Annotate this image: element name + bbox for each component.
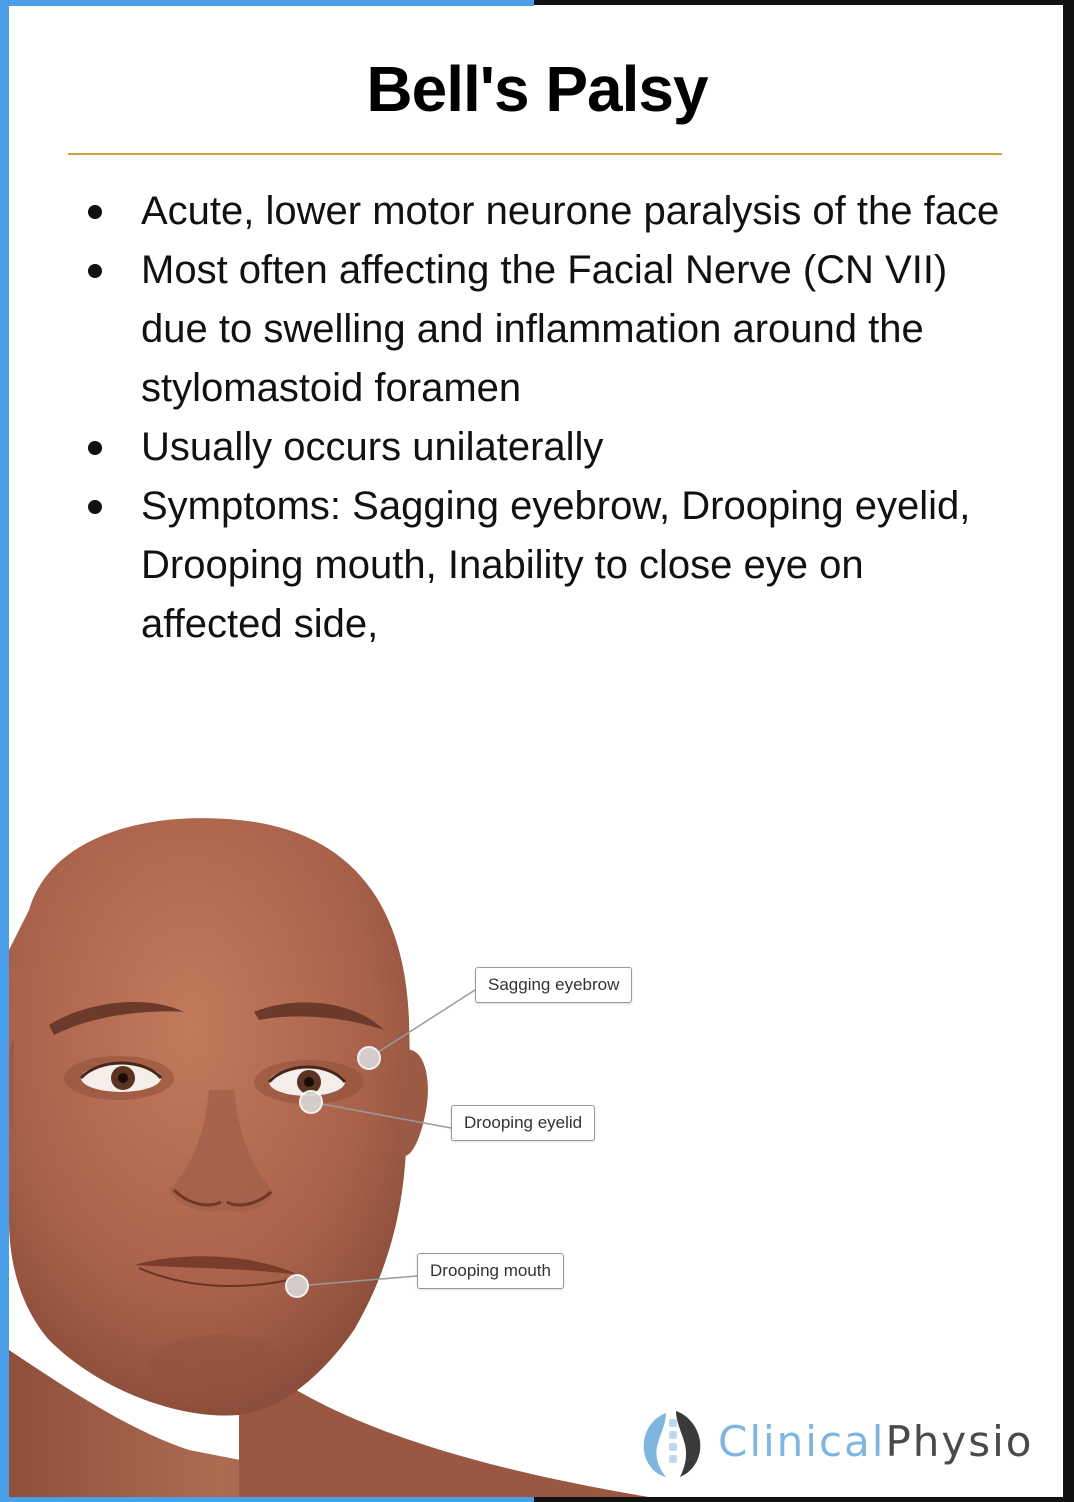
- frame-top-border-dark: [534, 0, 1074, 5]
- bullet-text: Acute, lower motor neurone paralysis of the face: [141, 189, 1000, 233]
- bullet-item: [0, 182, 1074, 241]
- eyelid-marker: [300, 1091, 322, 1113]
- bullet-text: Most often affecting the Facial Nerve (CN VII) due to swelling and inflammation around the stylomastoid foramen: [141, 248, 948, 410]
- title-divider: [68, 153, 1002, 155]
- frame-bottom-border-dark: [534, 1497, 1074, 1502]
- frame-top-border-blue: [0, 0, 534, 6]
- face-illustration: [9, 790, 1063, 1497]
- mouth-marker: [286, 1275, 308, 1297]
- callout-drooping-eyelid: Drooping eyelid: [451, 1105, 595, 1141]
- callout-drooping-mouth: Drooping mouth: [417, 1253, 564, 1289]
- logo-mark-icon: [636, 1405, 712, 1481]
- bullet-item: [0, 418, 1074, 477]
- page-title: Bell's Palsy: [366, 53, 708, 125]
- bullet-dot-icon: [88, 264, 102, 278]
- bullet-dot-icon: [88, 205, 102, 219]
- bullet-text: Symptoms: Sagging eyebrow, Drooping eyelid, Drooping mouth, Inability to close eye on affected side,: [141, 484, 971, 646]
- frame-bottom-border-blue: [0, 1497, 534, 1502]
- eyebrow-marker: [358, 1047, 380, 1069]
- callout-sagging-eyebrow: Sagging eyebrow: [475, 967, 632, 1003]
- logo-word-physio: Physio: [885, 1417, 1034, 1466]
- bullet-item: [0, 241, 1074, 418]
- bullet-item: [0, 477, 1074, 654]
- logo-word-clinical: Clinical: [718, 1417, 886, 1466]
- clinicalphysio-logo: [636, 1405, 1046, 1481]
- bullet-list: [0, 182, 1074, 654]
- logo-wordmark: [718, 1417, 1034, 1466]
- bullet-dot-icon: [88, 441, 102, 455]
- bullet-dot-icon: [88, 500, 102, 514]
- bullet-text: Usually occurs unilaterally: [141, 425, 604, 469]
- face-drawing: [9, 790, 1063, 1497]
